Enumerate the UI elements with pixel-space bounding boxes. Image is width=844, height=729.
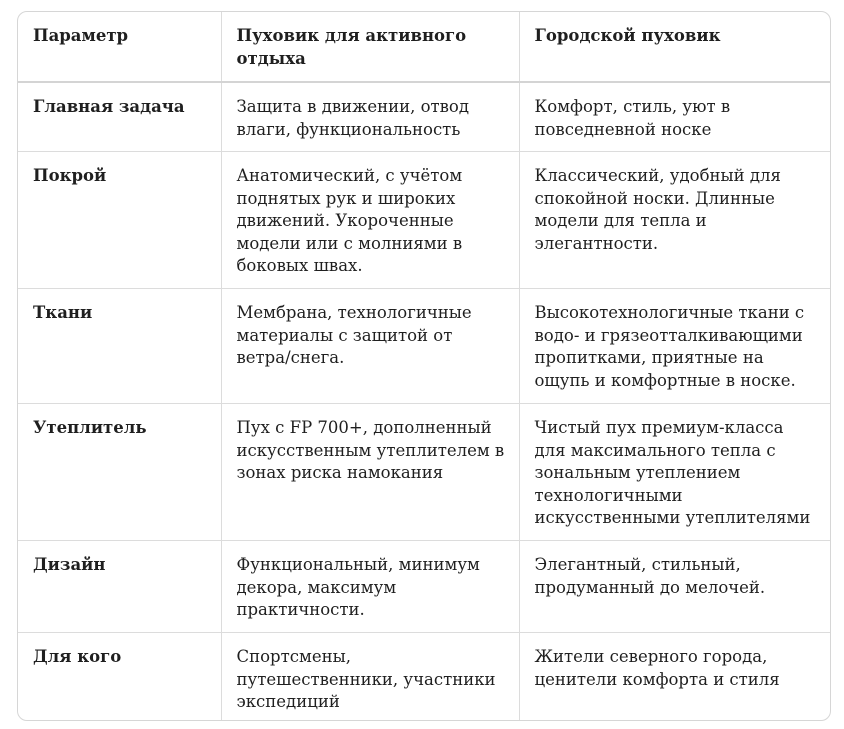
- row-parameter: Для кого: [18, 633, 221, 722]
- header-city-jacket: Городской пуховик: [519, 12, 830, 82]
- row-parameter: Дизайн: [18, 541, 221, 633]
- table-row: [18, 633, 830, 722]
- table-row: [18, 541, 830, 633]
- table-row: [18, 82, 830, 152]
- row-parameter: Главная задача: [18, 82, 221, 152]
- row-active-value: Функциональный, минимум декора, максимум практичности.: [221, 541, 519, 633]
- row-active-value: Спортсмены, путешественники, участники экспедиций: [221, 633, 519, 722]
- table-body: [18, 82, 830, 721]
- comparison-table: [18, 12, 830, 721]
- header-active-jacket: Пуховик для активного отдыха: [221, 12, 519, 82]
- row-parameter: Покрой: [18, 152, 221, 289]
- row-city-value: Комфорт, стиль, уют в повседневной носке: [519, 82, 830, 152]
- comparison-table-container: [17, 11, 831, 721]
- row-parameter: Ткани: [18, 289, 221, 404]
- row-city-value: Классический, удобный для спокойной носки. Длинные модели для тепла и элегантности.: [519, 152, 830, 289]
- row-active-value: Защита в движении, отвод влаги, функциональность: [221, 82, 519, 152]
- table-row: [18, 404, 830, 541]
- row-active-value: Мембрана, технологичные материалы с защитой от ветра/снега.: [221, 289, 519, 404]
- row-active-value: Анатомический, с учётом поднятых рук и широких движений. Укороченные модели или с молниями в боковых швах.: [221, 152, 519, 289]
- row-city-value: Высокотехнологичные ткани с водо- и грязеотталкивающими пропитками, приятные на ощупь и комфортные в носке.: [519, 289, 830, 404]
- header-row: [18, 12, 830, 82]
- row-city-value: Чистый пух премиум-класса для максимального тепла с зональным утеплением технологичными искусственными утеплителями: [519, 404, 830, 541]
- row-city-value: Жители северного города, ценители комфорта и стиля: [534, 647, 780, 689]
- header-parameter: Параметр: [18, 12, 221, 82]
- row-active-value: Пух с FP 700+, дополненный искусственным утеплителем в зонах риска намокания: [221, 404, 519, 541]
- table-row: [18, 289, 830, 404]
- row-city-value: Элегантный, стильный, продуманный до мелочей.: [519, 541, 830, 633]
- row-parameter: Утеплитель: [18, 404, 221, 541]
- table-row: [18, 152, 830, 289]
- table-header: [18, 12, 830, 82]
